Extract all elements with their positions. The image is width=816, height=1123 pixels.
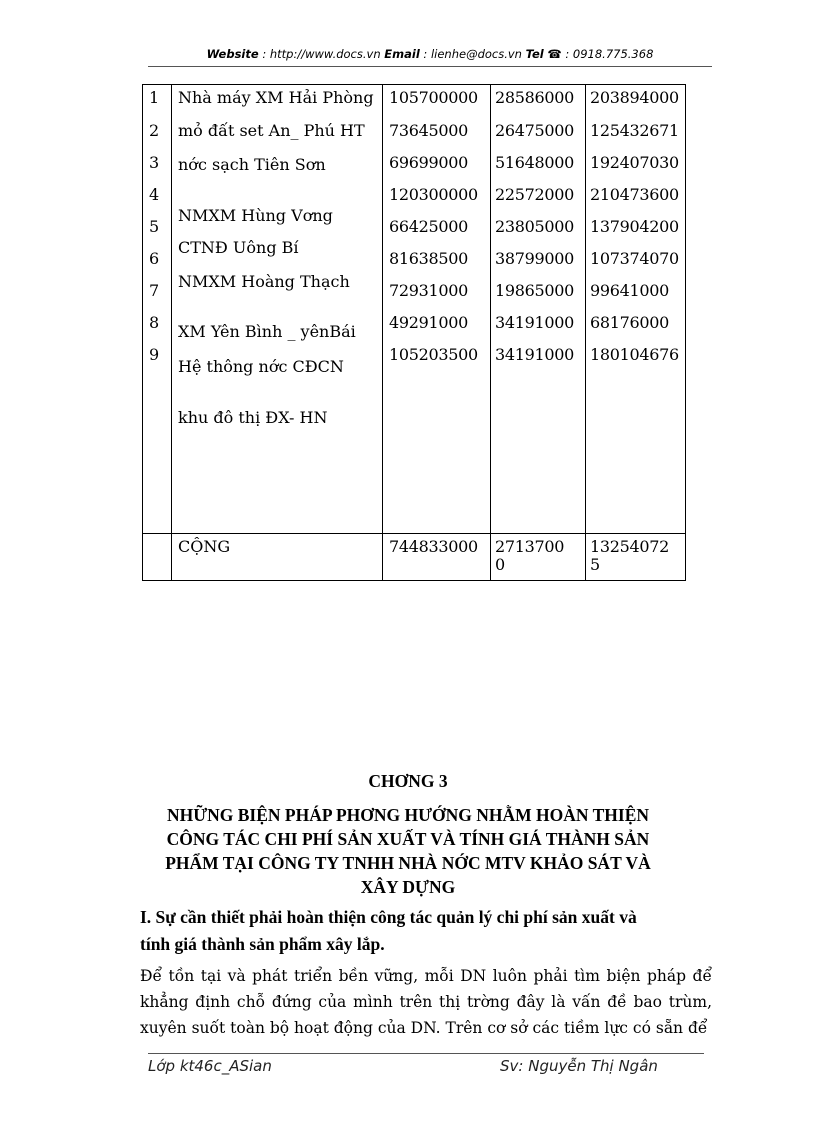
value-col1: 120300000 bbox=[389, 185, 478, 204]
project-name: XM Yên Bình _ yênBái bbox=[178, 322, 356, 341]
value-col2: 26475000 bbox=[495, 121, 575, 140]
value-col2: 38799000 bbox=[495, 249, 575, 268]
header-divider bbox=[148, 66, 712, 67]
row-number: 1 bbox=[149, 88, 160, 107]
row-number: 9 bbox=[149, 345, 160, 364]
value-col1: 66425000 bbox=[389, 217, 469, 236]
phone-icon: ☎ bbox=[547, 47, 562, 61]
total-label: CỘNG bbox=[178, 537, 231, 556]
row-number: 7 bbox=[149, 281, 160, 300]
project-name: NMXM Hoàng Thạch bbox=[178, 272, 350, 291]
project-name: Nhà máy XM Hải Phòng bbox=[178, 88, 374, 107]
project-name: NMXM Hùng Vơng bbox=[178, 206, 333, 225]
value-col1: 73645000 bbox=[389, 121, 469, 140]
row-number: 4 bbox=[149, 185, 160, 204]
table-col-divider bbox=[490, 85, 491, 580]
value-col2: 51648000 bbox=[495, 153, 575, 172]
project-name: Hệ thông nớc CĐCN bbox=[178, 357, 344, 376]
value-col2: 34191000 bbox=[495, 313, 575, 332]
email-address[interactable]: : lienhe@docs.vn bbox=[419, 47, 526, 61]
table-col-divider bbox=[585, 85, 586, 580]
tel-number: : 0918.775.368 bbox=[561, 47, 654, 61]
email-label: Email bbox=[384, 47, 420, 61]
table-total-divider bbox=[143, 533, 685, 534]
value-col3: 192407030 bbox=[590, 153, 679, 172]
value-col2: 23805000 bbox=[495, 217, 575, 236]
value-col3: 210473600 bbox=[590, 185, 679, 204]
project-name: CTNĐ Uông Bí bbox=[178, 238, 299, 257]
value-col2: 19865000 bbox=[495, 281, 575, 300]
row-number: 5 bbox=[149, 217, 160, 236]
website-label: Website bbox=[206, 47, 259, 61]
project-name: mỏ đất set An_ Phú HT bbox=[178, 121, 365, 140]
value-col3: 203894000 bbox=[590, 88, 679, 107]
value-col2: 28586000 bbox=[495, 88, 575, 107]
chapter-title-line: NHỮNG BIỆN PHÁP PHƠNG HƯỚNG NHẰM HOÀN THIỆN bbox=[166, 805, 650, 825]
row-number: 3 bbox=[149, 153, 160, 172]
value-col1: 105700000 bbox=[389, 88, 478, 107]
value-col2: 34191000 bbox=[495, 345, 575, 364]
total-col3-line1: 13254072 bbox=[590, 537, 670, 556]
footer-divider bbox=[148, 1053, 704, 1054]
footer-student: Sv: Nguyễn Thị Ngân bbox=[500, 1057, 658, 1075]
row-number: 2 bbox=[149, 121, 160, 140]
value-col3: 107374070 bbox=[590, 249, 679, 268]
total-col3-line2: 5 bbox=[590, 555, 600, 574]
section-heading-line: tính giá thành sản phẩm xây lắp. bbox=[140, 934, 385, 954]
cost-table bbox=[142, 84, 686, 581]
section-heading bbox=[140, 904, 720, 958]
value-col3: 180104676 bbox=[590, 345, 679, 364]
footer-class: Lớp kt46c_ASian bbox=[148, 1057, 272, 1075]
chapter-title-line: XÂY DỰNG bbox=[360, 877, 456, 897]
section-heading-line: I. Sự cần thiết phải hoàn thiện công tác quản lý chi phí sản xuất và bbox=[140, 907, 637, 927]
row-number: 8 bbox=[149, 313, 160, 332]
project-name: nớc sạch Tiên Sơn bbox=[178, 155, 326, 174]
value-col3: 68176000 bbox=[590, 313, 670, 332]
value-col1: 105203500 bbox=[389, 345, 478, 364]
value-col3: 125432671 bbox=[590, 121, 679, 140]
value-col3: 99641000 bbox=[590, 281, 670, 300]
chapter-number: CHƠNG 3 bbox=[368, 771, 448, 791]
project-name: khu đô thị ĐX- HN bbox=[178, 408, 328, 427]
value-col1: 69699000 bbox=[389, 153, 469, 172]
chapter-title-line: CÔNG TÁC CHI PHÍ SẢN XUẤT VÀ TÍNH GIÁ THÀNH SẢN bbox=[166, 829, 650, 849]
chapter-title-line: PHẨM TẠI CÔNG TY TNHH NHÀ NỚC MTV KHẢO SÁT VÀ bbox=[165, 853, 651, 873]
table-col-divider bbox=[171, 85, 172, 580]
total-col2-line2: 0 bbox=[495, 555, 505, 574]
body-paragraph: Để tồn tại và phát triển bền vững, mỗi DN luôn phải tìm biện pháp để khẳng định chỗ đứng của mình trên thị trờng đây là vấn đề bao trùm, xuyên suốt toàn bộ hoạt động của DN. Trên cơ sở các tiềm lực có sẵn để bbox=[140, 967, 712, 1037]
value-col1: 72931000 bbox=[389, 281, 469, 300]
total-col2-line1: 2713700 bbox=[495, 537, 565, 556]
value-col2: 22572000 bbox=[495, 185, 575, 204]
table-col-divider bbox=[382, 85, 383, 580]
row-number: 6 bbox=[149, 249, 160, 268]
value-col3: 137904200 bbox=[590, 217, 679, 236]
total-col1: 744833000 bbox=[389, 537, 478, 556]
value-col1: 81638500 bbox=[389, 249, 469, 268]
page-header bbox=[148, 47, 712, 61]
website-url[interactable]: : http://www.docs.vn bbox=[258, 47, 385, 61]
value-col1: 49291000 bbox=[389, 313, 469, 332]
tel-label: Tel bbox=[525, 47, 544, 61]
